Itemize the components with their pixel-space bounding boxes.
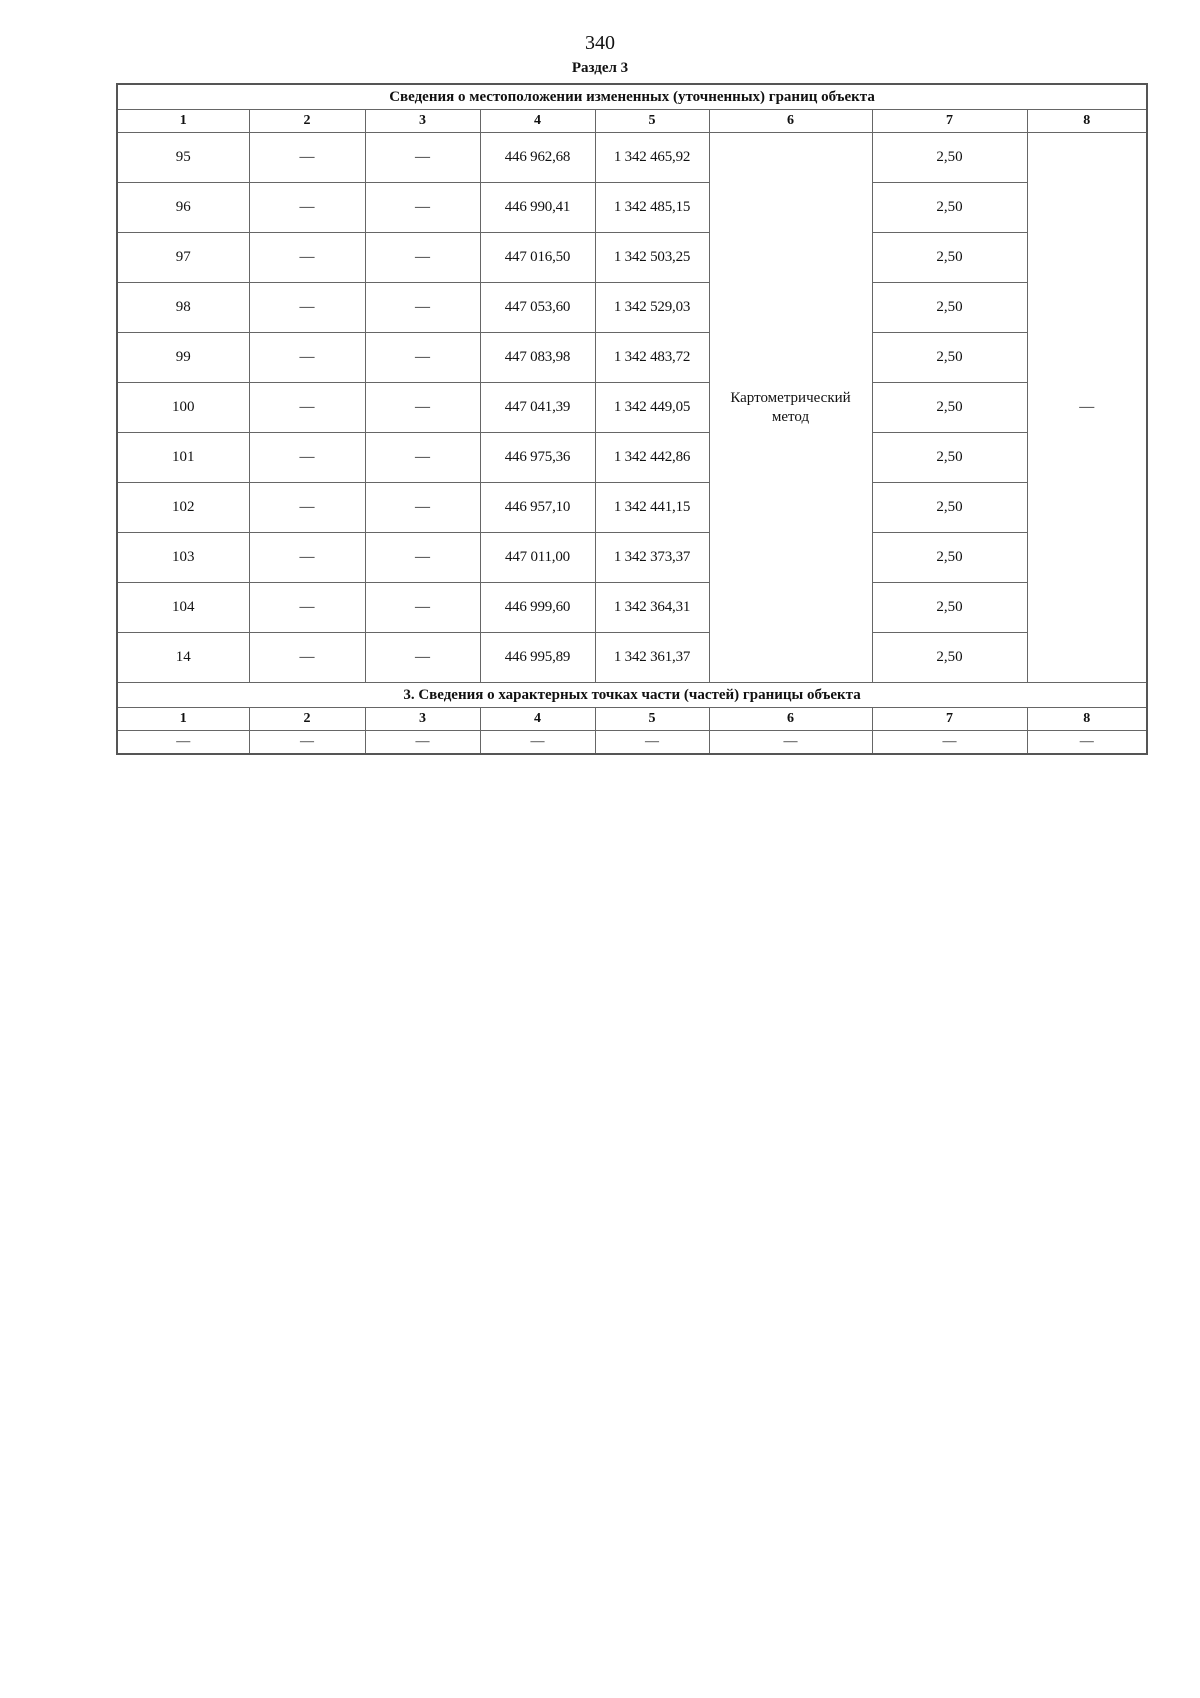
y-coordinate-cell: 1 342 449,05: [595, 383, 709, 433]
y-coordinate-cell: 1 342 529,03: [595, 283, 709, 333]
section-title: Раздел 3: [571, 60, 629, 76]
point-number-cell: 102: [117, 483, 249, 533]
point-number-cell: 96: [117, 183, 249, 233]
y-coordinate-cell: 1 342 483,72: [595, 333, 709, 383]
precision-cell: 2,50: [872, 533, 1027, 583]
table-row: [117, 533, 1147, 583]
table-row: [117, 133, 1147, 183]
empty-cell: —: [117, 731, 249, 755]
col3-cell: —: [365, 283, 480, 333]
precision-cell: 2,50: [872, 633, 1027, 683]
column-number: 6: [709, 110, 872, 133]
x-coordinate-cell: 446 962,68: [480, 133, 595, 183]
y-coordinate-cell: 1 342 441,15: [595, 483, 709, 533]
boundary-table: [116, 83, 1148, 755]
col2-cell: —: [249, 183, 365, 233]
page-number: 340: [585, 32, 615, 54]
column-number: 5: [595, 110, 709, 133]
col3-cell: —: [365, 483, 480, 533]
x-coordinate-cell: 446 999,60: [480, 583, 595, 633]
col3-cell: —: [365, 233, 480, 283]
table1-title-row: [117, 84, 1147, 110]
y-coordinate-cell: 1 342 465,92: [595, 133, 709, 183]
x-coordinate-cell: 447 016,50: [480, 233, 595, 283]
point-number-cell: 103: [117, 533, 249, 583]
column-number: 3: [365, 708, 480, 731]
table-row: [117, 383, 1147, 433]
col3-cell: —: [365, 533, 480, 583]
precision-cell: 2,50: [872, 333, 1027, 383]
table-row: [117, 233, 1147, 283]
y-coordinate-cell: 1 342 442,86: [595, 433, 709, 483]
precision-cell: 2,50: [872, 433, 1027, 483]
table-row: [117, 633, 1147, 683]
y-coordinate-cell: 1 342 373,37: [595, 533, 709, 583]
col3-cell: —: [365, 183, 480, 233]
x-coordinate-cell: 447 083,98: [480, 333, 595, 383]
precision-cell: 2,50: [872, 583, 1027, 633]
empty-cell: —: [595, 731, 709, 755]
col2-cell: —: [249, 533, 365, 583]
column-number: 4: [480, 110, 595, 133]
column-number: 4: [480, 708, 595, 731]
empty-cell: —: [480, 731, 595, 755]
table2-title: 3. Сведения о характерных точках части (частей) границы объекта: [117, 683, 1147, 708]
x-coordinate-cell: 446 990,41: [480, 183, 595, 233]
table-body: [117, 84, 1147, 754]
col3-cell: —: [365, 633, 480, 683]
column-number: 2: [249, 110, 365, 133]
col3-cell: —: [365, 383, 480, 433]
x-coordinate-cell: 446 975,36: [480, 433, 595, 483]
col2-cell: —: [249, 283, 365, 333]
point-number-cell: 104: [117, 583, 249, 633]
col2-cell: —: [249, 133, 365, 183]
column-number: 7: [872, 110, 1027, 133]
col8-cell: —: [1027, 133, 1147, 683]
col3-cell: —: [365, 583, 480, 633]
table2-title-row: [117, 683, 1147, 708]
precision-cell: 2,50: [872, 283, 1027, 333]
x-coordinate-cell: 447 041,39: [480, 383, 595, 433]
method-cell: Картометрический метод: [709, 133, 872, 683]
empty-cell: —: [249, 731, 365, 755]
column-number: 8: [1027, 110, 1147, 133]
x-coordinate-cell: 446 995,89: [480, 633, 595, 683]
precision-cell: 2,50: [872, 133, 1027, 183]
empty-cell: —: [365, 731, 480, 755]
precision-cell: 2,50: [872, 383, 1027, 433]
point-number-cell: 95: [117, 133, 249, 183]
col3-cell: —: [365, 433, 480, 483]
x-coordinate-cell: 447 053,60: [480, 283, 595, 333]
y-coordinate-cell: 1 342 364,31: [595, 583, 709, 633]
col2-cell: —: [249, 333, 365, 383]
column-number: 6: [709, 708, 872, 731]
point-number-cell: 99: [117, 333, 249, 383]
point-number-cell: 100: [117, 383, 249, 433]
table-row: [117, 583, 1147, 633]
table1-column-numbers: [117, 110, 1147, 133]
table-row: [117, 731, 1147, 755]
y-coordinate-cell: 1 342 503,25: [595, 233, 709, 283]
point-number-cell: 97: [117, 233, 249, 283]
empty-cell: —: [709, 731, 872, 755]
column-number: 1: [117, 110, 249, 133]
table1-title: Сведения о местоположении измененных (уточненных) границ объекта: [117, 84, 1147, 110]
column-number: 3: [365, 110, 480, 133]
point-number-cell: 14: [117, 633, 249, 683]
column-number: 2: [249, 708, 365, 731]
table-row: [117, 433, 1147, 483]
table-row: [117, 183, 1147, 233]
col2-cell: —: [249, 633, 365, 683]
empty-cell: —: [872, 731, 1027, 755]
col3-cell: —: [365, 133, 480, 183]
column-number: 1: [117, 708, 249, 731]
y-coordinate-cell: 1 342 485,15: [595, 183, 709, 233]
table-row: [117, 333, 1147, 383]
column-number: 7: [872, 708, 1027, 731]
table2-column-numbers: [117, 708, 1147, 731]
point-number-cell: 98: [117, 283, 249, 333]
x-coordinate-cell: 446 957,10: [480, 483, 595, 533]
y-coordinate-cell: 1 342 361,37: [595, 633, 709, 683]
empty-cell: —: [1027, 731, 1147, 755]
table-row: [117, 283, 1147, 333]
point-number-cell: 101: [117, 433, 249, 483]
precision-cell: 2,50: [872, 183, 1027, 233]
col2-cell: —: [249, 483, 365, 533]
col2-cell: —: [249, 583, 365, 633]
col2-cell: —: [249, 383, 365, 433]
column-number: 8: [1027, 708, 1147, 731]
precision-cell: 2,50: [872, 483, 1027, 533]
col3-cell: —: [365, 333, 480, 383]
x-coordinate-cell: 447 011,00: [480, 533, 595, 583]
precision-cell: 2,50: [872, 233, 1027, 283]
table-row: [117, 483, 1147, 533]
col2-cell: —: [249, 233, 365, 283]
col2-cell: —: [249, 433, 365, 483]
column-number: 5: [595, 708, 709, 731]
